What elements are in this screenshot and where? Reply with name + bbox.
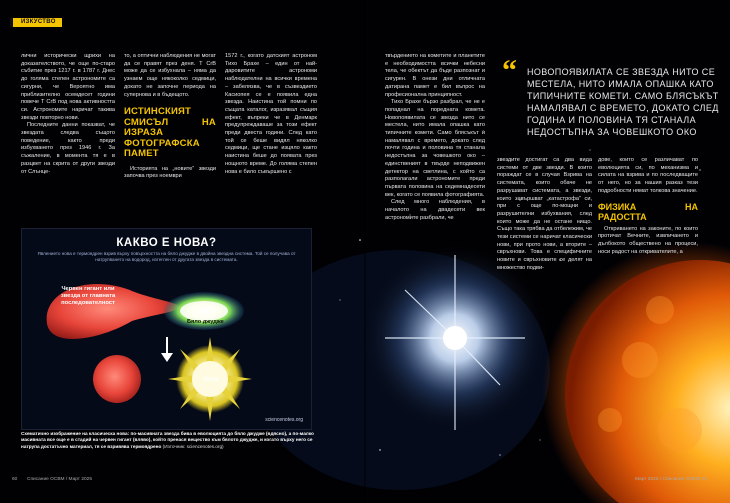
- section-tag-bar: [10, 18, 13, 27]
- column6-paragraph-1: дове, които се различават по еволюцията си, по механизма и силата на взрива и по последващите от него, но за нашия разказ тези подробности нямат толкова значение.: [598, 157, 698, 194]
- red-giant-label: Червен гигант или звезда от главната последователност: [60, 286, 116, 307]
- publication-right: Март 2025 / Списание ОСВМ: [635, 477, 701, 482]
- column6-paragraph-2: Откриването на законите, по които протичат Вечните, извличането и дълбокото обществено на процеси, носи радост на откривателите, а: [598, 225, 698, 255]
- subheading-photographic-memory: ИСТИНСКИЯТ СМИСЪЛ НА ИЗРАЗА ФОТОГРАФСКА ПАМЕТ: [124, 106, 216, 160]
- column2-paragraph-2: Историята на „новите“ звезди започва през ноември: [124, 165, 216, 180]
- column4-paragraph-2: Тихо Брахе бързо разбрал, че не е попаднал на поредната комета. Новопоявилата се звезда нито се местела, нито имала опашка като типичните комети. Само блясъкът ѝ намалявал с времето, докато след почти година и половина тя станала недостъпна за човешкото око – единственият в твърде неподвижен детектор на светлина, с който са разполагали астрономите преди първата половина на седемнадесети век, когато се появила фотографията.: [385, 99, 485, 198]
- publication-left: Списание ОСВМ / Март 2025: [27, 477, 93, 482]
- caption-credit: (Източник: sciencenotes.org): [162, 443, 224, 449]
- column5-paragraph-1: звездите достигат са два вида системи от две звезди. В които пораждат се в случая Взрива на системата, които обаче не разрушават системата, а звезди, които завършват „катастрофа“ си, при с още по-мощни и разрушителни избухвания, след които може да не остане нищо. Също така трябва да отбележим, че тези системи се наричат класически нови, при прото нови, а вторите – свръхнови. Това е специфичните новите и свръхновите се делят на множество подви-: [497, 157, 592, 271]
- article-column-1: [21, 53, 115, 176]
- page-number-left: 60: [12, 477, 18, 482]
- quote-mark-icon: “: [502, 54, 515, 87]
- nova-label: Нова: [203, 376, 219, 383]
- pull-quote: НОВОПОЯВИЛАТА СЕ ЗВЕЗДА НИТО СЕ МЕСТЕЛА, НИТО ИМАЛА ОПАШКА КАТО ТИПИЧНИТЕ КОМЕТИ. САМО БЛЯСЪКЪТ НАМАЛЯВАЛ С ВРЕМЕТО, ДОКАТО СЛЕД ГОДИНА И ПОЛОВИНА ТЯ СТАНАЛА НЕДОСТЪПНА ЗА ЧОВЕШКОТО ОКО: [527, 67, 719, 137]
- column3-paragraph-1: 1572 г., когато датският астроном Тихо Брахе – един от най-даровитите астрономи наблюдателни на всички времена – забелязва, че в съзвездието Касиопея се е появила една звезда. Наистина той помни по същата каталог, изразявал същия ефект, въпреки че в Денмарк предупреждаваше за този ефект преди двеста години. След като той се беше видял няколко седмици, ще стане изцяло както наистина беше до появата през нощното време. До голяма степен нова е било съвършено с: [225, 53, 317, 175]
- white-dwarf-label: Бяло джудже: [187, 319, 224, 325]
- article-column-6: [598, 157, 698, 256]
- nova-infographic: [21, 228, 312, 430]
- column4-paragraph-3: След много наблюдения, в началото на двадесети век астрономите разбрали, че: [385, 199, 485, 221]
- column4-paragraph-1: твърдението на кометите и планетите е необходимостта всички небесни тела, че обектът да бъде разпознат и сигурен. В онези дни отличната датирана памет е бил въпрос на професионална принципност.: [385, 53, 485, 98]
- article-column-2: [124, 53, 216, 181]
- subheading-physics-of-joy: ФИЗИКА НА РАДОСТТА: [598, 201, 698, 222]
- column1-paragraph-2: Последните данни показват, че звездата следва същото поведение, както преди избухването през 1946 г. За съжаление, в момента тя е в разцвет на скрита от други звезди от Слънце-: [21, 122, 115, 175]
- infographic-subtitle: Явлението нова е термоядрен взрив върху повърхността на бяло джудже в двойна звездна система. Той се получава от натрупването на водород, изтеглен от другата звезда в системата.: [37, 251, 296, 263]
- figure-caption: [21, 431, 318, 450]
- column1-paragraph-1: лични исторически щрихи на доказателството, че още по-старо събитие през 1217 г. в 1787 г. Днес до голяма степен астрономите са сигурни, че Вероятно има приблизително осемдесет години повече Т CrB под нова активността си. Астрономите наричат такива звезди повторно нови.: [21, 53, 115, 121]
- section-tag: ИЗКУСТВО: [10, 18, 62, 27]
- infographic-title: КАКВО Е НОВА?: [116, 237, 217, 249]
- article-column-5: [497, 157, 592, 273]
- infographic-source: sciencenotes.org: [265, 417, 303, 423]
- caption-lead: Схематично изображение на класическа нова: по-масивната звезда бива в еволюцията до бяло джудже (вдясно), а по-малко масивната все още е в стадий на червен гигант (вляво), който пренася вещество към бялото джудже, и когато върху него се натрупа достатъчно материал, тя се взривява термоядрено: [21, 431, 314, 449]
- article-column-4: [385, 53, 485, 222]
- red-star-small: [93, 355, 141, 403]
- article-column-3: [225, 53, 317, 176]
- column2-paragraph-1: то, а оптични наблюдения не могат да се правят през деня. Т CrB може да се избухнала – няма да узнаем още някоколко седмици, докато не започне периода на супернова и в бъдещото.: [124, 53, 216, 98]
- page-number-right: 61: [702, 477, 708, 482]
